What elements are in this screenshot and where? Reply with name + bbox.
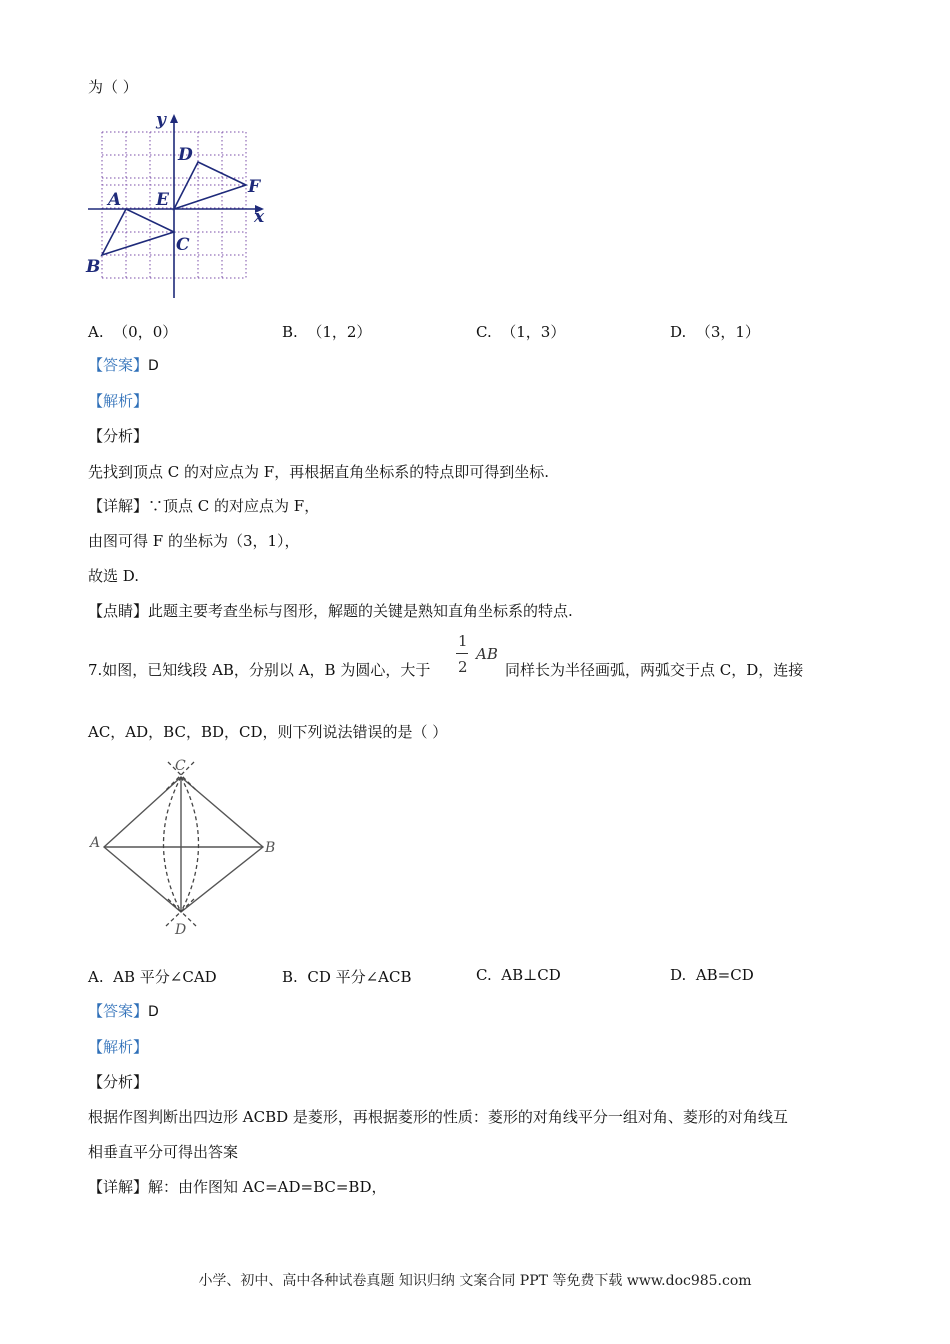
q7-label-B: B: [265, 840, 276, 856]
q6-option-b: [282, 321, 371, 342]
q6-coordinate-figure: [80, 108, 280, 308]
q7-option-c: [476, 966, 561, 984]
option-letter: B.: [282, 968, 298, 986]
q7-stem-line-2: AC，AD，BC，BD，CD，则下列说法错误的是（ ）: [88, 723, 448, 741]
q6-label-F: F: [248, 177, 261, 197]
option-letter: A.: [88, 323, 104, 341]
q6-label-y: y: [156, 110, 166, 130]
q6-stem-tail: 为（ ）: [88, 78, 138, 96]
answer-value: D: [148, 1004, 159, 1020]
q7-label-A: A: [90, 835, 101, 851]
q6-label-A: A: [108, 190, 122, 210]
option-text: （1，2）: [307, 323, 372, 341]
fraction-denominator: 2: [458, 658, 468, 676]
q7-option-d: [670, 966, 754, 984]
fraction-numerator: 1: [458, 632, 468, 650]
q6-option-a: [88, 321, 177, 342]
fraction-bar: [456, 653, 468, 654]
q7-stem-part2: 同样长为半径画弧，两弧交于点 C，D，连接: [505, 661, 804, 679]
detail-text: ∵顶点 C 的对应点为 F，: [148, 497, 320, 515]
dianjing-text: 此题主要考查坐标与图形，解题的关键是熟知直角坐标系的特点.: [148, 602, 573, 620]
q7-fenxi-line-1: 根据作图判断出四边形 ACBD 是菱形，再根据菱形的性质：菱形的对角线平分一组对角、菱形的对角线互: [88, 1108, 788, 1126]
q6-label-C: C: [176, 235, 190, 255]
q7-option-a: [88, 966, 217, 987]
option-text: （1，3）: [501, 323, 566, 341]
detail-text: 解：由作图知 AC=AD=BC=BD，: [148, 1178, 387, 1196]
q7-fenxi-tag: 【分析】: [88, 1073, 149, 1091]
q6-label-D: D: [178, 145, 193, 165]
option-text: （0，0）: [113, 323, 178, 341]
q6-label-x: x: [254, 207, 265, 227]
q7-rhombus-figure: [86, 754, 286, 944]
fraction-variable: AB: [476, 645, 498, 663]
option-text: AB 平分∠CAD: [113, 968, 217, 986]
q6-detail-line-2: 由图可得 F 的坐标为（3，1），: [88, 532, 300, 550]
q7-label-C: C: [175, 758, 186, 774]
q6-label-B: B: [86, 257, 101, 277]
page-footer: 小学、初中、高中各种试卷真题 知识归纳 文案合同 PPT 等免费下载 www.doc985.com: [198, 1273, 752, 1289]
option-letter: D.: [670, 966, 687, 984]
option-letter: B.: [282, 323, 298, 341]
detail-tag: 【详解】: [88, 1178, 149, 1196]
option-letter: C.: [476, 966, 492, 984]
q7-option-b: [282, 966, 412, 987]
dianjing-tag: 【点睛】: [88, 602, 149, 620]
option-text: CD 平分∠ACB: [307, 968, 412, 986]
answer-value: D: [148, 358, 159, 374]
q6-option-d: [670, 321, 760, 342]
option-text: （3，1）: [695, 323, 760, 341]
detail-tag: 【详解】: [88, 497, 149, 515]
q7-fenxi-line-2: 相垂直平分可得出答案: [88, 1143, 239, 1161]
q6-dianjing: [88, 601, 573, 621]
q7-jiexi-tag: 【解析】: [88, 1038, 149, 1056]
q6-answer: [88, 355, 159, 376]
option-text: AB⊥CD: [501, 966, 561, 984]
q6-detail-line-1: [88, 496, 319, 516]
answer-tag: 【答案】: [88, 356, 149, 374]
option-letter: A.: [88, 968, 104, 986]
q6-detail-line-3: 故选 D.: [88, 567, 140, 585]
q6-fenxi-text: 先找到顶点 C 的对应点为 F，再根据直角坐标系的特点即可得到坐标.: [88, 463, 549, 481]
q7-stem-part1: 7.如图，已知线段 AB，分别以 A，B 为圆心，大于: [88, 661, 431, 679]
q7-stem-line-1: [88, 660, 430, 680]
q6-label-E: E: [156, 190, 169, 210]
q7-detail: [88, 1177, 387, 1197]
q6-fenxi-tag: 【分析】: [88, 427, 149, 445]
answer-tag: 【答案】: [88, 1002, 149, 1020]
option-letter: D.: [670, 323, 687, 341]
q6-jiexi-tag: 【解析】: [88, 392, 149, 410]
option-letter: C.: [476, 323, 492, 341]
q7-answer: [88, 1001, 159, 1022]
q6-option-c: [476, 321, 565, 342]
option-text: AB=CD: [695, 966, 754, 984]
q7-label-D: D: [175, 922, 187, 938]
